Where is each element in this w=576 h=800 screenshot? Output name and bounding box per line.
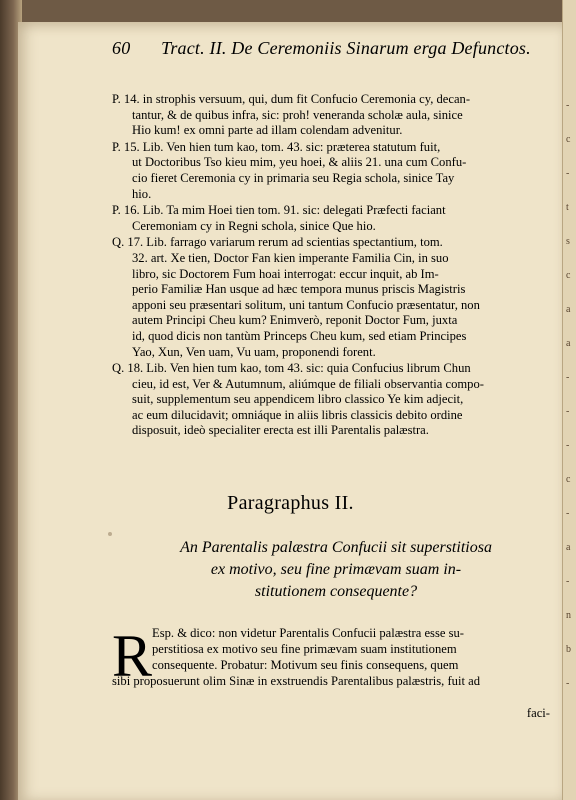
adjacent-page-mark: - bbox=[566, 508, 570, 519]
text-line: autem Principi Cheu kum? Enimverò, reponit Doctor Fum, juxta bbox=[132, 313, 458, 328]
adjacent-page-mark: a bbox=[566, 338, 571, 349]
adjacent-page-mark: c bbox=[566, 270, 571, 281]
adjacent-page-mark: - bbox=[566, 678, 570, 689]
text-line: perio Familiæ Han usque ad hæc tempora munus priscis Magistris bbox=[132, 282, 466, 297]
text-line: 32. art. Xe tien, Doctor Fan kien imperante Familia Cin, in suo bbox=[132, 250, 449, 265]
adjacent-page-mark: c bbox=[566, 474, 571, 485]
adjacent-page-mark: c bbox=[566, 134, 571, 145]
answer-paragraph bbox=[112, 625, 560, 689]
citation-entry bbox=[112, 235, 560, 360]
text-line: id, quod dicis non tantùm Princeps Cheu kum, sed etiam Principes bbox=[132, 328, 467, 343]
answer-line: perstitiosa ex motivo seu fine primævam suam institutionem bbox=[152, 642, 457, 656]
adjacent-page-mark: - bbox=[566, 576, 570, 587]
citation-entry bbox=[112, 92, 560, 139]
citation-entry bbox=[112, 361, 560, 439]
running-header bbox=[112, 38, 562, 62]
text-line: cio fieret Ceremonia cy in primaria seu Regia schola, sinice Tay bbox=[132, 170, 455, 185]
text-line: hio. bbox=[132, 186, 152, 201]
adjacent-page-mark: - bbox=[566, 168, 570, 179]
adjacent-page-mark: a bbox=[566, 304, 571, 315]
question-line: An Parentalis palæstra Confucii sit superstitiosa bbox=[180, 539, 492, 556]
text-line: disposuit, ideò specialiter erecta est illi Parentalis palæstra. bbox=[132, 423, 429, 438]
adjacent-page-mark: - bbox=[566, 372, 570, 383]
adjacent-page-mark: b bbox=[566, 644, 571, 655]
folio-number: 60 bbox=[112, 38, 131, 58]
adjacent-page-mark: t bbox=[566, 202, 569, 213]
adjacent-page-mark: a bbox=[566, 542, 571, 553]
text-line: tantur, & de quibus infra, sic: proh! veneranda scholæ aula, sinice bbox=[132, 107, 463, 122]
text-line: ac eum dilucidavit; omniáque in aliis libris classicis debito ordine bbox=[132, 407, 463, 422]
text-line: Yao, Xun, Ven uam, Vu uam, proponendi forent. bbox=[132, 344, 376, 359]
text-line: Ceremoniam cy in Regni schola, sinice Que hio. bbox=[132, 218, 376, 233]
section-title: Paragraphus II. bbox=[227, 492, 354, 514]
adjacent-page-mark: s bbox=[566, 236, 570, 247]
adjacent-page-mark: - bbox=[566, 406, 570, 417]
text-line: P. 15. Lib. Ven hien tum kao, tom. 43. sic: præterea statutum fuit, bbox=[112, 139, 441, 154]
text-line: suit, supplementum seu appendicem libro classico Ye kim adjecit, bbox=[132, 392, 464, 407]
adjacent-page-edge bbox=[562, 0, 576, 800]
paper-spot bbox=[108, 532, 112, 536]
adjacent-page-mark: - bbox=[566, 100, 570, 111]
text-line: P. 16. Lib. Ta mim Hoei tien tom. 91. sic: delegati Præfecti faciant bbox=[112, 203, 446, 218]
answer-line: consequente. Probatur: Motivum seu finis consequens, quem bbox=[152, 658, 459, 672]
text-line: libro, sic Doctorem Fum hoai interrogat: eccur inquit, ab Im- bbox=[132, 266, 439, 281]
text-line: ut Doctoribus Tso kieu mim, yeu hoei, & aliis 21. una cum Confu- bbox=[132, 155, 467, 170]
text-line: Q. 18. Lib. Ven hien tum kao, tom 43. sic: quia Confucius librum Chun bbox=[112, 361, 471, 376]
text-line: cieu, id est, Ver & Autumnum, aliúmque de filiali observantia compo- bbox=[132, 376, 484, 391]
answer-line: sibi proposuerunt olim Sinæ in exstruendis Parentalibus palæstris, fuit ad bbox=[112, 674, 480, 688]
text-line: apponi seu præsentari solitum, uni tantum Confucio præsentatur, non bbox=[132, 297, 480, 312]
adjacent-page-mark: - bbox=[566, 440, 570, 451]
running-title: Tract. II. De Ceremoniis Sinarum erga Defunctos. bbox=[161, 38, 531, 58]
text-line: Q. 17. Lib. farrago variarum rerum ad scientias spectantium, tom. bbox=[112, 235, 443, 250]
text-line: Hio kum! ex omni parte ad illam colendam advenitur. bbox=[132, 123, 403, 138]
question-line: ex motivo, seu fine primævam suam in- bbox=[210, 561, 462, 578]
answer-line: Esp. & dico: non videtur Parentalis Confucii palæstra esse su- bbox=[152, 626, 464, 640]
citation-entries bbox=[112, 92, 560, 440]
citation-entry bbox=[112, 140, 560, 202]
section-question bbox=[112, 537, 560, 603]
citation-entry bbox=[112, 203, 560, 234]
drop-capital: R bbox=[112, 623, 153, 689]
text-line: P. 14. in strophis versuum, qui, dum fit Confucio Ceremonia cy, decan- bbox=[112, 92, 471, 106]
adjacent-page-mark: n bbox=[566, 610, 571, 621]
question-line: stitutionem consequente? bbox=[254, 583, 418, 600]
catchword: faci- bbox=[526, 706, 550, 720]
